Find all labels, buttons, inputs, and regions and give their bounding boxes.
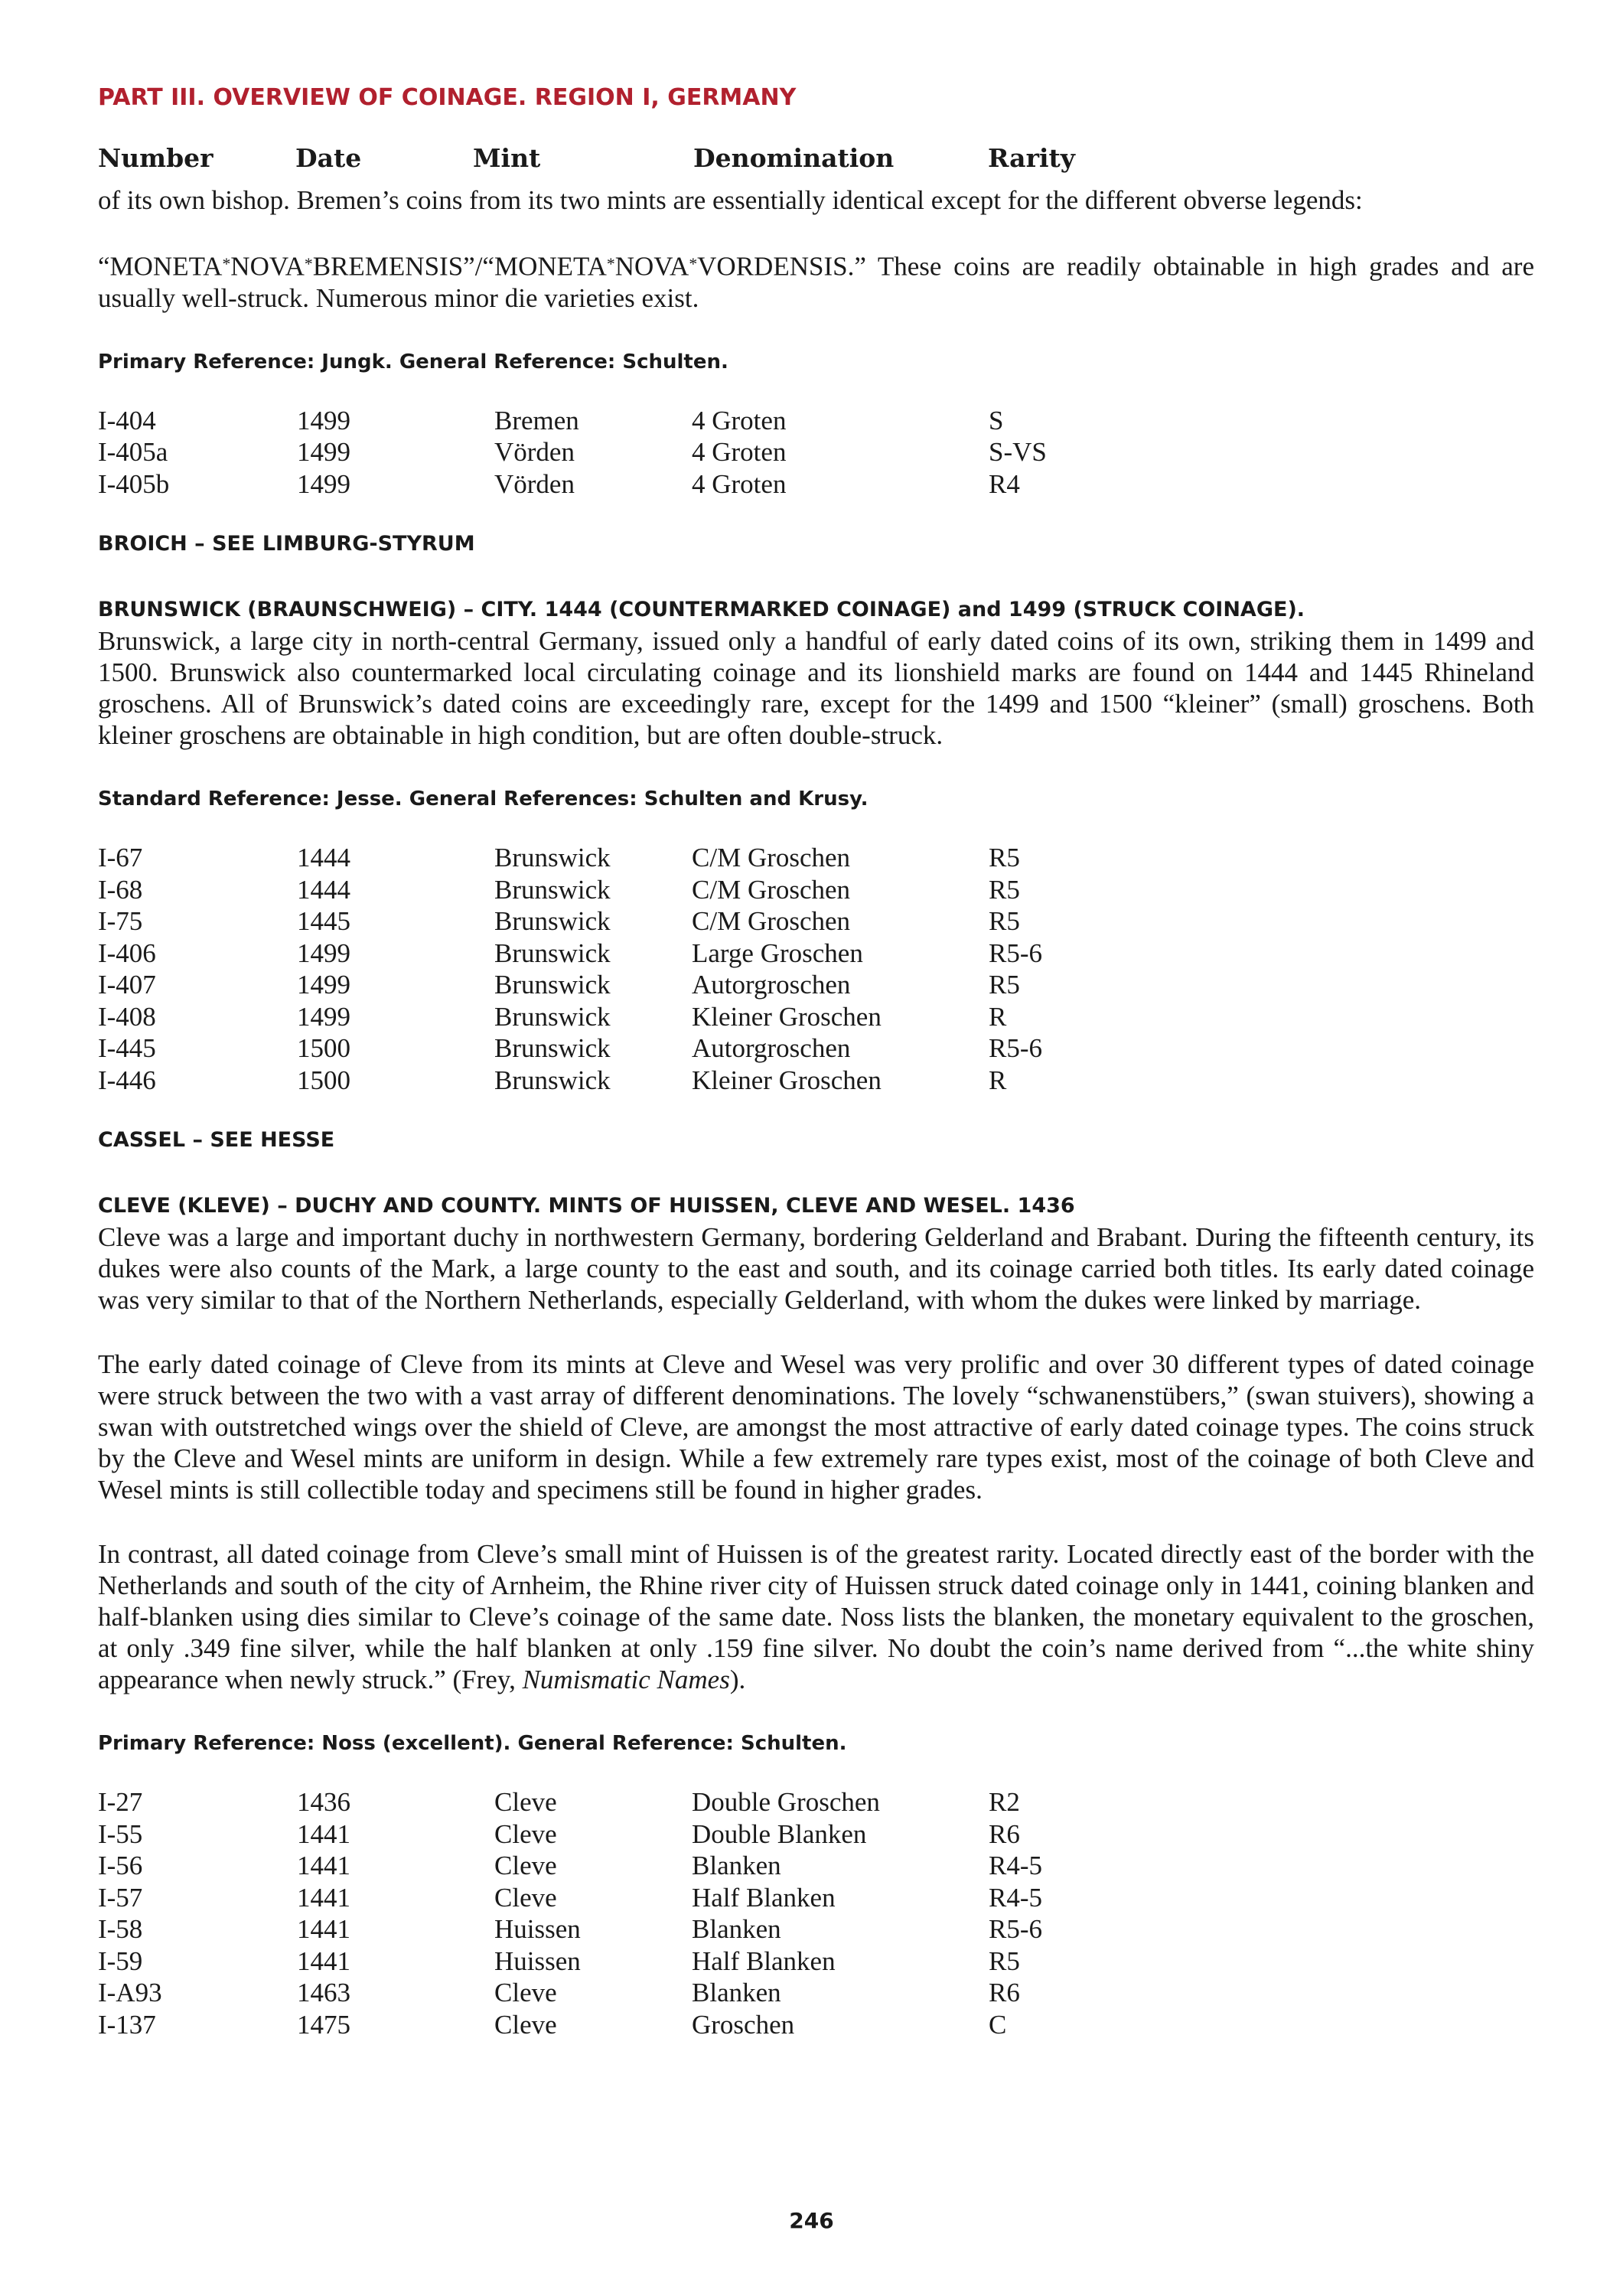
table-row [98,1786,1142,1818]
cell-denomination: Double Blanken [692,1818,867,1849]
table-row [98,1818,1142,1851]
cell-denomination: Autorgroschen [692,970,851,1000]
cell-date: 1499 [297,938,350,968]
cell-denomination: Double Groschen [692,1787,880,1818]
book-title-italic: Numismatic Names [522,1665,730,1695]
column-header-row [98,143,1534,177]
cell-denomination: 4 Groten [692,437,787,468]
bremen-paragraph-1: of its own bishop. Bremen’s coins from its two mints are essentially identical except for the different obverse legends: [98,185,1363,215]
cell-rarity: R5 [989,843,1020,873]
cell-denomination: Autorgroschen [692,1033,851,1064]
cell-number: I-405b [98,468,170,499]
cell-denomination: Kleiner Groschen [692,1001,882,1032]
table-row [98,405,1142,437]
cell-denomination: 4 Groten [692,405,787,435]
cassel-heading: CASSEL – SEE HESSE [98,1128,335,1153]
cell-rarity: R5-6 [989,938,1042,968]
column-header-date: Date [295,143,362,173]
brunswick-reference: Standard Reference: Jesse. General References: Schulten and Krusy. [98,788,869,811]
cell-rarity: R4-5 [989,1882,1042,1913]
cell-mint: Cleve [494,1882,557,1913]
page-number: 246 [789,2208,834,2233]
cell-date: 1441 [297,1818,350,1849]
cell-date: 1499 [297,437,350,468]
cell-date: 1441 [297,1945,350,1976]
cell-date: 1499 [297,405,350,435]
cell-number: I-56 [98,1851,143,1881]
table-row [98,1977,1142,2009]
cell-number: I-75 [98,906,143,937]
table-row [98,1945,1142,1978]
cell-rarity: R5 [989,1945,1020,1976]
column-header-denomination: Denomination [693,143,895,173]
broich-heading: BROICH – SEE LIMBURG-STYRUM [98,532,475,556]
cell-mint: Brunswick [494,970,611,1000]
cell-date: 1500 [297,1065,350,1095]
cell-rarity: S-VS [989,437,1047,468]
table-row [98,1913,1142,1945]
cell-mint: Cleve [494,1851,557,1881]
cell-number: I-67 [98,843,143,873]
cell-rarity: R4 [989,468,1020,499]
cell-mint: Huissen [494,1914,581,1945]
cell-rarity: R6 [989,1818,1020,1849]
cell-mint: Brunswick [494,906,611,937]
cell-rarity: R [989,1065,1007,1095]
table-row [98,969,1142,1001]
table-row [98,436,1142,468]
cleve-paragraph-3: In contrast, all dated coinage from Cleve’s small mint of Huissen is of the greatest rarity. Located directly east of the border with the Netherlands and south of the city of Arnheim, the Rhine river city of Huissen struck dated coinage only in 1441, coining blanken and half-blanken using dies similar to Cleve’s coinage of the same date. Noss lists the blanken, the monetary equivalent to the groschen, at only .349 fine silver, while the half blanken at only .159 fine silver. No doubt the coin’s name derived from “...the white shiny appearance when newly struck.” (Frey, Numismatic Names). [98,1539,1534,1695]
cell-number: I-408 [98,1001,156,1032]
cell-denomination: Blanken [692,1914,781,1945]
cell-date: 1500 [297,1033,350,1064]
cell-number: I-A93 [98,1978,162,2008]
cell-date: 1441 [297,1914,350,1945]
cell-number: I-446 [98,1065,156,1095]
cell-number: I-68 [98,874,143,905]
cell-denomination: Blanken [692,1978,781,2008]
cell-number: I-57 [98,1882,143,1913]
cell-rarity: R5-6 [989,1033,1042,1064]
cell-mint: Cleve [494,1787,557,1818]
column-header-number: Number [98,143,213,173]
page-content [98,80,1534,2069]
cell-number: I-55 [98,1818,143,1849]
table-row [98,468,1142,501]
cell-date: 1441 [297,1851,350,1881]
cell-denomination: C/M Groschen [692,874,851,905]
cell-mint: Brunswick [494,1033,611,1064]
column-header-mint: Mint [473,143,541,173]
cell-date: 1441 [297,1882,350,1913]
table-row [98,1065,1142,1097]
cell-rarity: R4-5 [989,1851,1042,1881]
cell-denomination: C/M Groschen [692,843,851,873]
cell-date: 1436 [297,1787,350,1818]
cell-mint: Brunswick [494,1001,611,1032]
cell-mint: Brunswick [494,1065,611,1095]
cell-date: 1499 [297,1001,350,1032]
brunswick-heading: BRUNSWICK (BRAUNSCHWEIG) – CITY. 1444 (COUNTERMARKED COINAGE) and 1499 (STRUCK COINAGE). [98,598,1305,622]
table-row [98,874,1142,906]
cell-denomination: C/M Groschen [692,906,851,937]
cell-date: 1475 [297,2009,350,2040]
cell-date: 1499 [297,468,350,499]
cleve-heading: CLEVE (KLEVE) – DUCHY AND COUNTY. MINTS OF HUISSEN, CLEVE AND WESEL. 1436 [98,1194,1075,1218]
brunswick-paragraph: Brunswick, a large city in north-central Germany, issued only a handful of early dated coins of its own, striking them in 1499 and 1500. Brunswick also countermarked local circulating coinage and its lionshield marks are found on 1444 and 1445 Rhineland groschens. All of Brunswick’s dated coins are exceedingly rare, except for the 1499 and 1500 “kleiner” (small) groschens. Both kleiner groschens are obtainable in high condition, but are often double-struck. [98,626,1534,751]
cell-mint: Bremen [494,405,579,435]
cell-mint: Brunswick [494,938,611,968]
column-header-rarity: Rarity [988,143,1075,173]
cell-date: 1463 [297,1978,350,2008]
cell-date: 1444 [297,874,350,905]
cell-date: 1445 [297,906,350,937]
cell-number: I-406 [98,938,156,968]
cell-rarity: R [989,1001,1007,1032]
bremen-reference: Primary Reference: Jungk. General Reference: Schulten. [98,350,728,373]
cell-number: I-137 [98,2009,156,2040]
cell-denomination: Blanken [692,1851,781,1881]
cell-mint: Brunswick [494,843,611,873]
cell-rarity: R5 [989,906,1020,937]
cell-date: 1444 [297,843,350,873]
cell-number: I-27 [98,1787,143,1818]
cleve-reference: Primary Reference: Noss (excellent). General Reference: Schulten. [98,1732,847,1756]
cell-denomination: Kleiner Groschen [692,1065,882,1095]
cell-rarity: S [989,405,1004,435]
table-row [98,1001,1142,1033]
cell-rarity: R2 [989,1787,1020,1818]
cell-denomination: Half Blanken [692,1945,836,1976]
cell-denomination: Groschen [692,2009,795,2040]
cell-denomination: Large Groschen [692,938,863,968]
cell-mint: Brunswick [494,874,611,905]
cell-number: I-59 [98,1945,143,1976]
table-row [98,2009,1142,2041]
cell-rarity: C [989,2009,1007,2040]
table-row [98,905,1142,938]
cell-rarity: R5 [989,970,1020,1000]
table-row [98,1850,1142,1882]
bremen-paragraph-2: “MONETA*NOVA*BREMENSIS”/“MONETA*NOVA*VORDENSIS.” These coins are readily obtainable in high grades and are usually well-struck. Numerous minor die varieties exist. [98,251,1534,313]
table-row [98,842,1142,874]
running-head: PART III. OVERVIEW OF COINAGE. REGION I, GERMANY [98,84,797,111]
cell-rarity: R6 [989,1978,1020,2008]
cell-mint: Cleve [494,1978,557,2008]
table-row [98,938,1142,970]
cell-rarity: R5 [989,874,1020,905]
cell-number: I-445 [98,1033,156,1064]
cleve-paragraph-1: Cleve was a large and important duchy in northwestern Germany, bordering Gelderland and Brabant. During the fifteenth century, its dukes were also counts of the Mark, a large county to the east and south, and its coinage carried both titles. Its early dated coinage was very similar to that of the Northern Netherlands, especially Gelderland, with whom the dukes were linked by marriage. [98,1222,1534,1316]
brunswick-coin-table [98,842,1142,1096]
cell-mint: Cleve [494,2009,557,2040]
cell-denomination: 4 Groten [692,468,787,499]
cell-date: 1499 [297,970,350,1000]
cell-number: I-404 [98,405,156,435]
cell-mint: Vörden [494,468,575,499]
table-row [98,1882,1142,1914]
cell-mint: Huissen [494,1945,581,1976]
cell-number: I-58 [98,1914,143,1945]
cell-rarity: R5-6 [989,1914,1042,1945]
cleve-paragraph-2: The early dated coinage of Cleve from its mints at Cleve and Wesel was very prolific and over 30 different types of dated coinage were struck between the two with a vast array of different denominations. The lovely “schwanenstübers,” (swan stuivers), showing a swan with outstretched wings over the shield of Cleve, are amongst the most attractive of early dated coinage types. The coins struck by the Cleve and Wesel mints are uniform in design. While a few extremely rare types exist, most of the coinage of both Cleve and Wesel mints is still collectible today and specimens still be found in higher grades. [98,1349,1534,1505]
cell-mint: Cleve [494,1818,557,1849]
table-row [98,1032,1142,1065]
cell-number: I-407 [98,970,156,1000]
bremen-coin-table [98,405,1142,501]
cell-number: I-405a [98,437,168,468]
cleve-coin-table [98,1786,1142,2040]
cell-mint: Vörden [494,437,575,468]
cell-denomination: Half Blanken [692,1882,836,1913]
